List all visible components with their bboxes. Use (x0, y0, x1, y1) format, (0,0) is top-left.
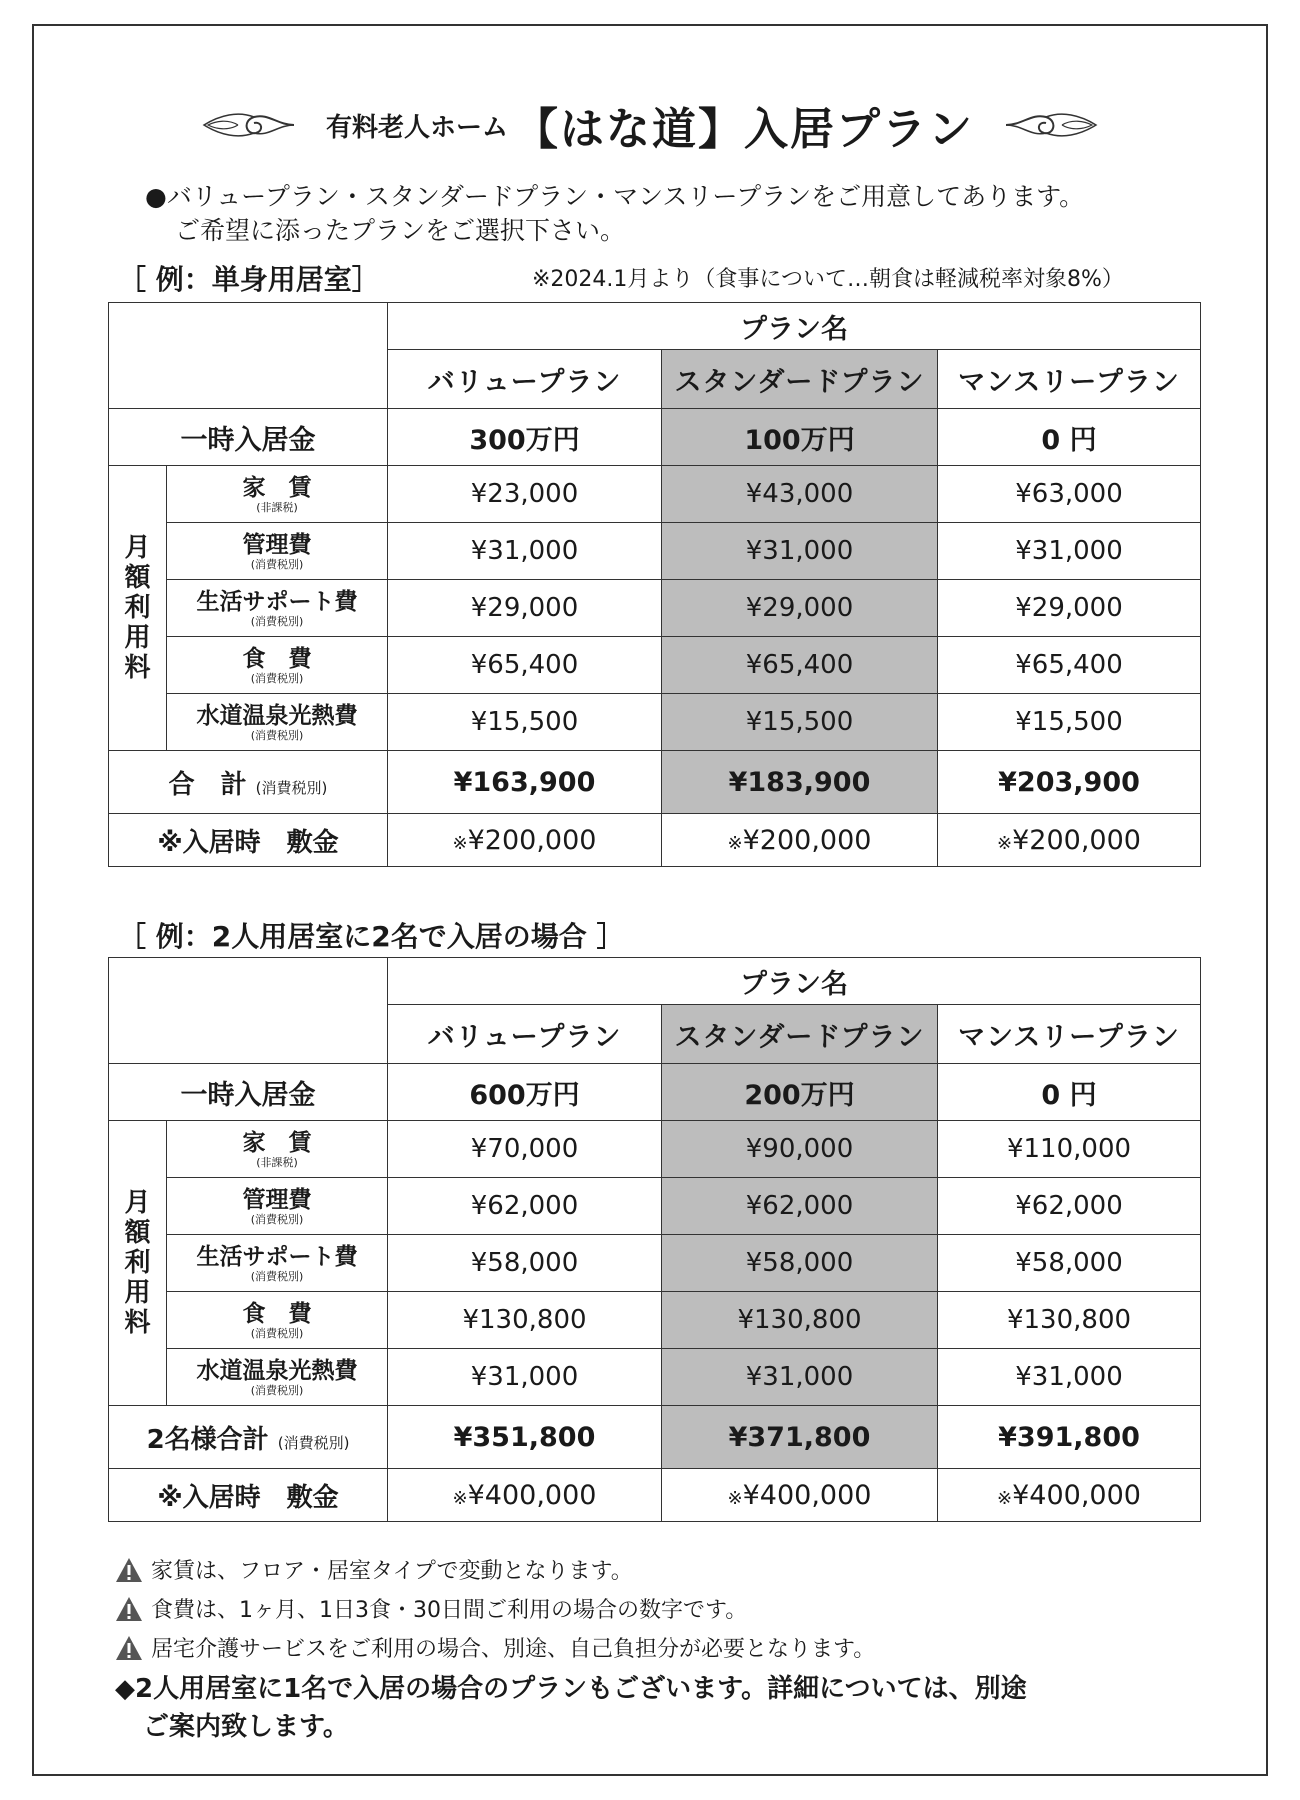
initial-fee-label: 一時入居金 (109, 1064, 388, 1121)
warning-icon (115, 1596, 143, 1622)
total-standard: ¥371,800 (662, 1406, 938, 1469)
deposit-label: ※入居時 敷金 (109, 1469, 388, 1522)
plan-table-double (108, 957, 1201, 1522)
section1-note: ※2024.1月より（食事について…朝食は軽減税率対象8%） (532, 267, 1124, 292)
table-cell: ¥15,500 (938, 694, 1201, 751)
monthly-label-char: 用 (124, 623, 151, 653)
table-cell: ¥58,000 (388, 1235, 662, 1292)
initial-fee-monthly: 0 円 (938, 1064, 1201, 1121)
plan-name-value: バリュープラン (388, 350, 662, 409)
table-corner (109, 958, 388, 1064)
intro-line-1: ●バリュープラン・スタンダードプラン・マンスリープランをご用意してあります。 (145, 182, 1085, 211)
plan-name-monthly: マンスリープラン (938, 350, 1201, 409)
monthly-label-char: 月 (124, 1188, 151, 1218)
deposit-value: ※¥200,000 (388, 814, 662, 867)
plan-caption: プラン名 (388, 958, 1201, 1005)
table-cell: ¥62,000 (388, 1178, 662, 1235)
table-cell: ¥43,000 (662, 466, 938, 523)
closing-line-2: ご案内致します。 (143, 1712, 349, 1742)
right-flourish-icon (1002, 107, 1102, 143)
table-cell: ¥58,000 (662, 1235, 938, 1292)
row-label-meals: 食 費 (消費税別) (167, 1292, 388, 1349)
table-cell: ¥62,000 (938, 1178, 1201, 1235)
total-label: 2名様合計 (消費税別) (109, 1406, 388, 1469)
table-cell: ¥31,000 (662, 523, 938, 580)
total-standard: ¥183,900 (662, 751, 938, 814)
table-cell: ¥29,000 (388, 580, 662, 637)
row-label-management: 管理費 (消費税別) (167, 523, 388, 580)
warning-icon (115, 1635, 143, 1661)
plan-name-monthly: マンスリープラン (938, 1005, 1201, 1064)
plan-name-standard: スタンダードプラン (662, 350, 938, 409)
deposit-standard: ※¥400,000 (662, 1469, 938, 1522)
monthly-label-char: 額 (124, 563, 151, 593)
table-cell: ¥65,400 (662, 637, 938, 694)
monthly-label-char: 料 (124, 1308, 151, 1338)
left-flourish-icon (198, 107, 298, 143)
deposit-standard: ※¥200,000 (662, 814, 938, 867)
table-cell: ¥29,000 (938, 580, 1201, 637)
plan-name-standard: スタンダードプラン (662, 1005, 938, 1064)
table-cell: ¥31,000 (938, 1349, 1201, 1406)
total-monthly: ¥391,800 (938, 1406, 1201, 1469)
initial-fee-standard: 200万円 (662, 1064, 938, 1121)
monthly-label-char: 月 (124, 533, 151, 563)
table-cell: ¥31,000 (388, 523, 662, 580)
monthly-label-char: 利 (124, 593, 151, 623)
table-cell: ¥29,000 (662, 580, 938, 637)
row-label-meals: 食 費 (消費税別) (167, 637, 388, 694)
monthly-label-char: 用 (124, 1278, 151, 1308)
initial-fee-value: 600万円 (388, 1064, 662, 1121)
deposit-label: ※入居時 敷金 (109, 814, 388, 867)
plan-name-value: バリュープラン (388, 1005, 662, 1064)
warning-icon (115, 1557, 143, 1583)
initial-fee-standard: 100万円 (662, 409, 938, 466)
deposit-monthly: ※¥400,000 (938, 1469, 1201, 1522)
table-cell: ¥90,000 (662, 1121, 938, 1178)
monthly-fee-label (109, 466, 167, 751)
note-meals: 食費は、1ヶ月、1日3食・30日間ご利用の場合の数字です。 (115, 1593, 747, 1624)
initial-fee-label: 一時入居金 (109, 409, 388, 466)
table-cell: ¥31,000 (938, 523, 1201, 580)
total-label: 合 計 (消費税別) (109, 751, 388, 814)
deposit-monthly: ※¥200,000 (938, 814, 1201, 867)
row-label-support: 生活サポート費 (消費税別) (167, 580, 388, 637)
table-cell: ¥58,000 (938, 1235, 1201, 1292)
monthly-label-char: 利 (124, 1248, 151, 1278)
table-cell: ¥31,000 (662, 1349, 938, 1406)
page-title (0, 95, 1300, 155)
closing-note (115, 1670, 1205, 1746)
closing-line-1: ◆2人用居室に1名で入居の場合のプランもございます。詳細については、別途 (115, 1674, 1027, 1704)
total-monthly: ¥203,900 (938, 751, 1201, 814)
table-cell: ¥65,400 (938, 637, 1201, 694)
table-cell: ¥70,000 (388, 1121, 662, 1178)
total-value: ¥351,800 (388, 1406, 662, 1469)
row-label-rent: 家 賃 (非課税) (167, 466, 388, 523)
title-main: 【はな道】入居プラン (514, 104, 974, 155)
monthly-fee-label (109, 1121, 167, 1406)
table-cell: ¥63,000 (938, 466, 1201, 523)
table-corner (109, 303, 388, 409)
note-care: 居宅介護サービスをご利用の場合、別途、自己負担分が必要となります。 (115, 1632, 875, 1663)
plan-table-single (108, 302, 1201, 867)
row-label-support: 生活サポート費 (消費税別) (167, 1235, 388, 1292)
row-label-rent: 家 賃 (非課税) (167, 1121, 388, 1178)
plan-caption: プラン名 (388, 303, 1201, 350)
row-label-management: 管理費 (消費税別) (167, 1178, 388, 1235)
table-cell: ¥130,800 (388, 1292, 662, 1349)
intro-line-2: ご希望に添ったプランをご選択下さい。 (175, 216, 626, 245)
total-value: ¥163,900 (388, 751, 662, 814)
initial-fee-monthly: 0 円 (938, 409, 1201, 466)
row-label-utilities: 水道温泉光熱費 (消費税別) (167, 1349, 388, 1406)
table-cell: ¥62,000 (662, 1178, 938, 1235)
table-cell: ¥130,800 (662, 1292, 938, 1349)
title-prefix: 有料老人ホーム (325, 112, 508, 143)
section2-heading: ［ 例：2人用居室に2名で入居の場合 ］ (118, 920, 625, 953)
table-cell: ¥110,000 (938, 1121, 1201, 1178)
row-label-utilities: 水道温泉光熱費 (消費税別) (167, 694, 388, 751)
section1-heading: ［ 例：単身用居室］ (118, 263, 380, 296)
monthly-label-char: 額 (124, 1218, 151, 1248)
monthly-label-char: 料 (124, 653, 151, 683)
deposit-value: ※¥400,000 (388, 1469, 662, 1522)
note-rent: 家賃は、フロア・居室タイプで変動となります。 (115, 1554, 633, 1585)
table-cell: ¥130,800 (938, 1292, 1201, 1349)
table-cell: ¥15,500 (388, 694, 662, 751)
table-cell: ¥23,000 (388, 466, 662, 523)
table-cell: ¥31,000 (388, 1349, 662, 1406)
table-cell: ¥15,500 (662, 694, 938, 751)
table-cell: ¥65,400 (388, 637, 662, 694)
initial-fee-value: 300万円 (388, 409, 662, 466)
